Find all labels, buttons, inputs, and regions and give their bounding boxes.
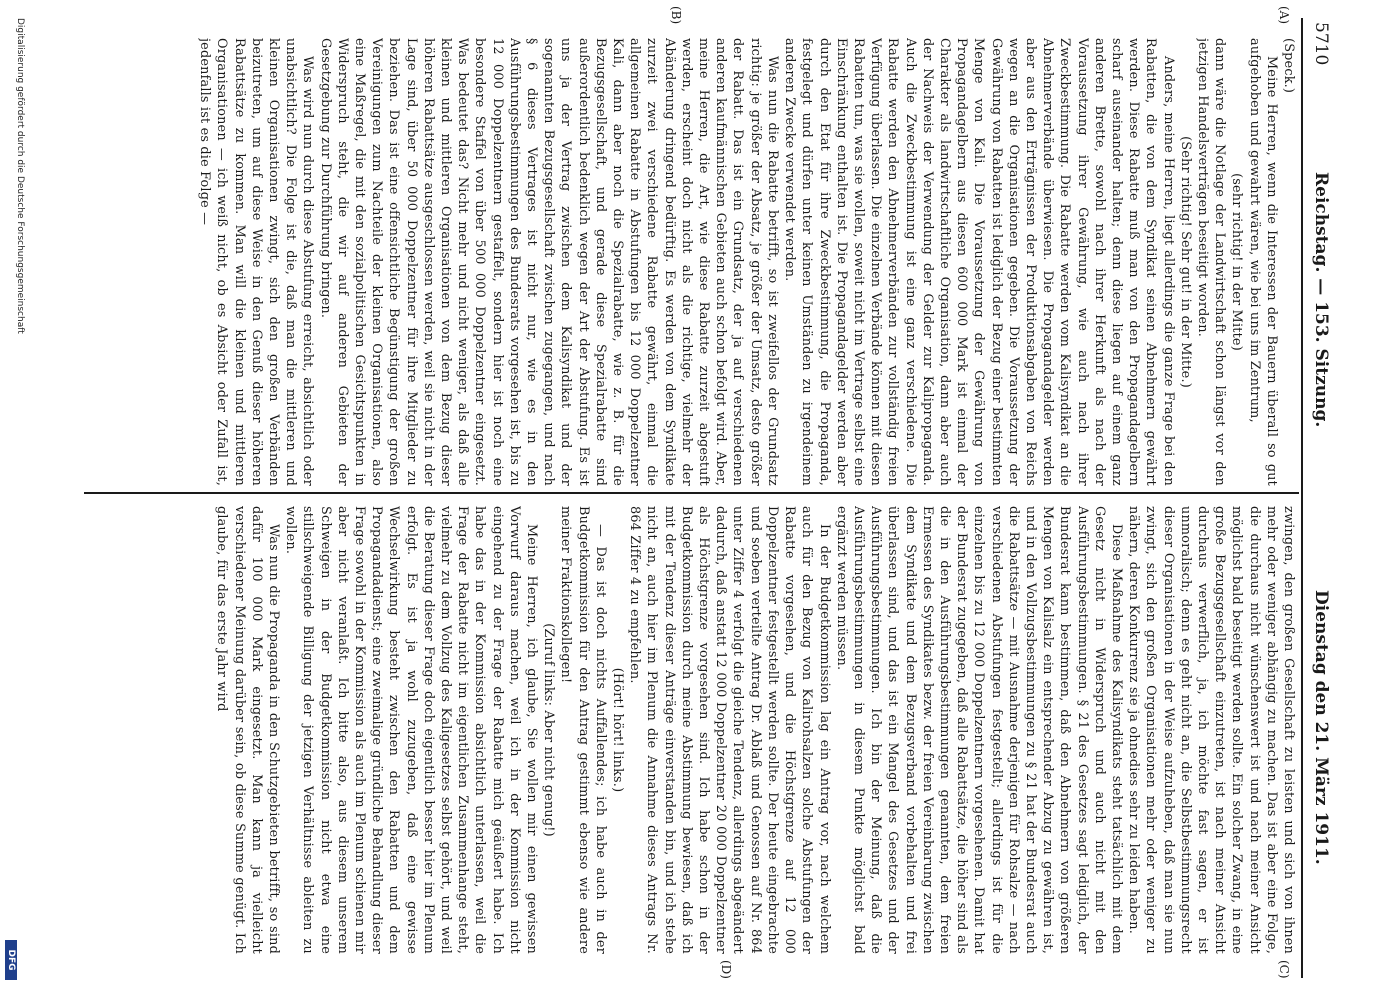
paragraph: — Das ist doch nichts Auffallendes; ich habe auch in der Budgetkommission für den Antrag gestimmt ebenso wie andere meiner Fraktionskollegen!: [558, 506, 608, 954]
speaker-label: (Speck.): [1281, 38, 1296, 94]
header-rule: [1301, 18, 1303, 978]
running-header-left: Reichstag. — 153. Sitzung.: [1311, 172, 1331, 428]
paragraph: Was wird nun durch diese Abstufung erreicht, absichtlich oder unabsichtlich? Die Folge ist die, daß man die mittleren und kleinen Organisationen zwingt, sich den großen Verbänden beizutreten, um auf diese Weise in den Genuß dieser höheren Rabattsätze zu kommen. Man will die kleinen und mittleren Organisationen — ich weiß nicht, ob es Absicht oder Zufall ist, jedenfalls ist es die Folge —: [197, 38, 316, 486]
margin-marker-d: (D): [719, 960, 733, 979]
paragraph: Meine Herren, wenn die Interessen der Bauern überall so gut aufgehoben und gewahrt wären, wie bei uns im Zentrum,: [1246, 38, 1279, 486]
margin-marker-a: (A): [1277, 6, 1291, 25]
column-divider: [84, 492, 1299, 494]
running-header-right: Dienstag den 21. März 1911.: [1311, 590, 1331, 865]
digitization-credit: Digitalisierung gefördert durch die Deutsche Forschungsgemeinschaft: [15, 18, 25, 334]
interjection: (Sehr richtig! Sehr gut! in der Mitte.): [1177, 136, 1193, 388]
paragraph: Meine Herren, ich glaube, Sie wollen mir einen gewissen Vorwurf daraus machen, weil ich in der Kommission nicht eingehend zu der Frage der Rabatte mich geäußert habe. Ich habe das in der Kommission absichtlich unterlassen, weil die Frage der Rabatte nicht im eigentlichen Zusammenhange steht, vielmehr zu dem Vollzug des Kaligesetzes selbst gehört, und weil die Beratung dieser Frage doch eigentlich besser hier im Plenum erfolgt. Es ist ja wohl zuzugeben, daß eine gewisse Wechselwirkung besteht zwischen den Rabatten und dem Propagandadienst; eine zweimalige gründliche Behandlung dieser Frage sowohl in der Kommission als auch im Plenum schienen mir aber nicht veranlaßt. Ich bitte also, aus diesem unserem Schweigen in der Budgetkommission nicht etwa eine stillschweigende Billigung der jetzigen Verhältnisse ableiten zu wollen.: [283, 506, 540, 954]
interjection: (Zuruf links: Aber nicht genug!): [541, 623, 557, 837]
page-number: 5710: [1311, 22, 1331, 66]
paragraph: zwingen, den großen Gesellschaft zu leisten und sich von ihnen mehr oder weniger abhängig zu machen. Das ist aber eine Folge, die durchaus nicht wünschenswert ist und nach meiner Ansicht möglichst bald beseitigt werden sollte. Ein solcher Zwang, in eine große Bezugsgesellschaft einzutreten, ist nach meiner Ansicht durchaus verwerflich, ja, ich möchte fast sagen, er ist unmoralisch; denn es geht nicht an, die Selbstbestimmungsrecht dieser Organisationen in der Weise aufzuheben, daß man sie nun zwingt, sich den großen Organisationen mehr oder weniger zu nähern, deren Konkurrenz sie ja ohnedies sehr zu leiden haben.: [1126, 506, 1296, 954]
interjection: (Hört! hört! links.): [610, 667, 626, 793]
paragraph: dann wäre die Notlage der Landwirtschaft schon längst vor den jetzigen Handelsverträgen beseitigt worden.: [1194, 38, 1228, 486]
margin-marker-c: (C): [1277, 960, 1291, 979]
margin-marker-b: (B): [669, 6, 683, 25]
text-column-right: [87, 506, 1297, 954]
paragraph: Anders, meine Herren, liegt allerdings die ganze Frage bei den Rabatten, die von dem Syndikat seinen Abnehmern gewährt werden. Diese Rabatte muß man von den Propagandagelbern scharf auseinander halten; denn diese liegen auf einem ganz anderen Brette, sowohl nach ihrer Herkunft als nach der Voraussetzung ihrer Gewährung, wie auch nach ihrer Zweckbestimmung. Die Rabatte werden vom Kalisyndikat an die Abnehmerverbände überwiesen. Die Propagandagelder werden aber aus den Erträgnissen der Produktionsabgaben von Reichs wegen an die Organisationen gegeben. Die Voraussetzung der Gewährung von Rabatten ist lediglich der Bezug einer bestimmten Menge von Kali. Die Voraussetzung der Gewährung von Propagandagelbern aus diesen 600 000 Mark ist einmal der Charakter als landwirtschaftliche Organisation, dann aber auch der Nachweis der Verwendung der Gelder zur Kalipropaganda. Auch die Zweckbestimmung ist eine ganz verschiedene. Die Rabatte werden den Abnehmerverbänden zur vollständig freien Verfügung überlassen. Die einzelnen Verbände können mit diesen Rabatten tun, was sie wollen, soweit nicht im Vertrage selbst eine Einschränkung enthalten ist. Die Propagandagelder werden aber durch den Etat für ihre Zweckbestimmung, die Propaganda, festgelegt und dürfen unter keinen Umständen zu irgendeinem anderen Zwecke verwendet werden.: [782, 38, 1176, 486]
text-column-left: [87, 38, 1297, 486]
paragraph: In der Budgetkommission lag ein Antrag vor, nach welchem auch für den Bezug von Kalirohsalzen solche Abstufungen der Rabatte vorgesehen, und die Höchstgrenze auf 12 000 Doppelzentner festgestellt werden sollte. Der heute eingebrachte und soeben verteilte Antrag Dr. Ablaß und Genossen auf Nr. 864 unter Ziffer 4 verfolgt die gleiche Tendenz, allerdings abgeändert dadurch, daß anstatt 12 000 Doppelzentner 20 000 Doppelzentner als Höchstgrenze vorgesehen sind. Ich habe schon in der Budgetkommission durch meine Abstimmung bewiesen, daß ich mit der Tendenz dieser Anträge einverstanden bin, und ich stehe nicht an, auch hier im Plenum die Annahme dieses Antrags Nr. 864 Ziffer 4 zu empfehlen.: [627, 506, 832, 954]
paragraph: Was nun die Rabatte betrifft, so ist zweifellos der Grundsatz richtig: je größer der Absatz, je größer der Umsatz, desto größer der Rabatt. Das ist ein Grundsatz, der ja auf verschiedenen anderen kaufmännischen Gebieten auch schon befolgt wird. Aber, meine Herren, die Art, wie diese Rabatte zurzeit abgestuft werden, erscheint doch nicht als die richtige, vielmehr der Abänderung dringend bedürftig. Es werden von dem Syndikate zurzeit zwei verschiedene Rabatte gewährt, einmal die allgemeinen Rabatte in Abstufungen bis 12 000 Doppelzentner Kali, dann aber noch die Spezialrabatte, wie z. B. für die Bezugsgesellschaft, und gerade diese Spezialrabatte sind außerordentlich bedenklich wegen der Art der Abstufung. Es ist uns ja der Vertrag zwischen dem Kalisyndikat und der sogenannten Bezugsgesellschaft zwischen zugegangen, und nach § 6 dieses Vertrages ist nicht nur, wie es in den Ausführungsbestimmungen des Bundesrats vorgesehen ist, bis zu 12 000 Doppelzentnern gestaffelt, sondern hier ist noch eine besondere Staffel von über 500 000 Doppelzentner eingesetzt. Was bedeutet das? Nicht mehr und nicht weniger, als daß alle kleinen und mittleren Organisationen von dem Bezug dieser höheren Rabattsätze ausgeschlossen werden, weil sie nicht in der Lage sind, über 50 000 Doppelzentner für ihre Mitglieder zu beziehen. Das ist eine offensichtliche Begünstigung der großen Vereinigungen zum Nachteile der kleinen Organisationen, also eine Maßregel, die mit den sozialpolitischen Gesichtspunkten in Widerspruch steht, die wir auf anderen Gebieten der Gesetzgebung zur Durchführung bringen.: [317, 38, 780, 486]
interjection: (sehr richtig! in der Mitte): [1229, 173, 1245, 351]
paragraph: Diese Maßnahme des Kalisyndikats steht tatsächlich mit dem Gesetz nicht in Widerspruch und auch nicht mit den Ausführungsbestimmungen. § 21 des Gesetzes sagt lediglich, der Bundesrat kann bestimmen, daß den Abnehmern von größeren Mengen von Kalisalz ein entsprechender Abzug zu gewähren ist, und in den Vollzugsbestimmungen zu § 21 hat der Bundesrat auch die Rabattsätze — mit Ausnahme derjenigen für Rohsalze — nach verschiedenen Abstufungen festgestellt; allerdings ist für die einzelnen bis zu 12 000 Doppelzentnern vorgesehenen. Damit hat der Bundesrat zugegeben, daß alle Rabattsätze, die höher sind als die in den Ausführungsbestimmungen genannten, dem freien Ermessen des Syndikates bezw. der freien Vereinbarung zwischen dem Syndikate und dem Bezugsverband vorbehalten und frei überlassen sind, und das ist ein Mangel des Gesetzes und der Ausführungsbestimmungen. Ich bin der Meinung, daß die Ausführungsbestimmungen in diesem Punkte möglichst bald ergänzt werden müssen.: [833, 506, 1124, 954]
paragraph: Was nun die Propaganda in den Schutzgebieten betrifft, so sind dafür 100 000 Mark eingesetzt. Man kann ja vielleicht verschiedener Meinung darüber sein, ob diese Summe genügt. Ich glaube, für das erste Jahr wird: [214, 506, 282, 954]
dfg-logo: DFG: [5, 940, 17, 980]
